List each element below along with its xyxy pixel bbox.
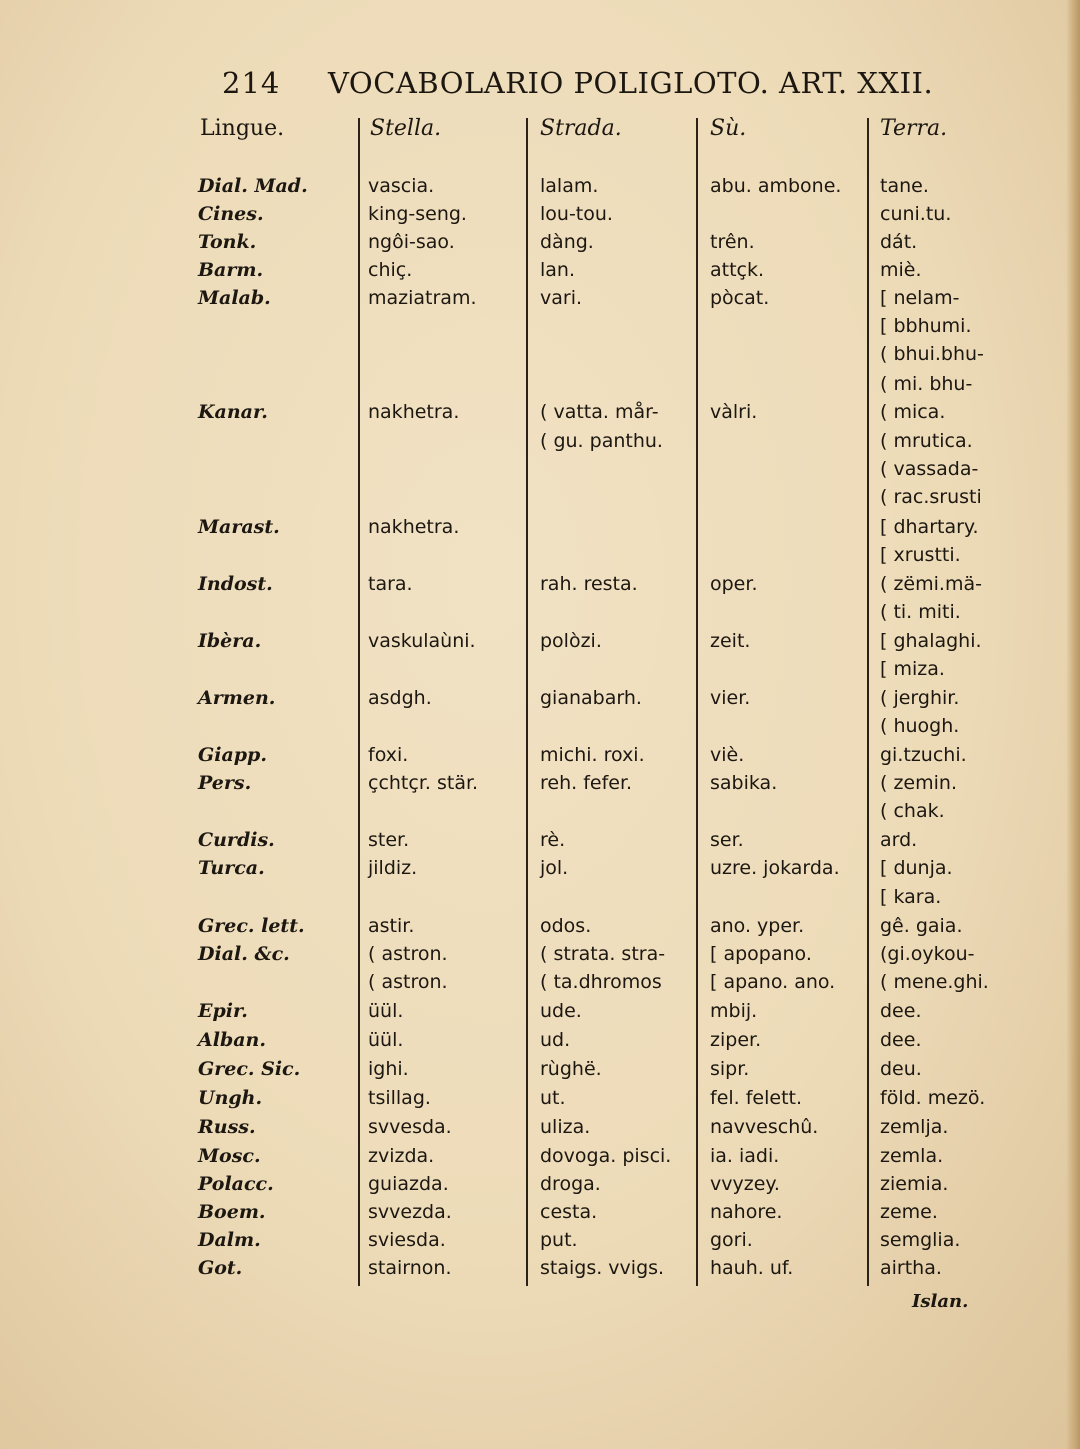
stella-cell: maziatram. xyxy=(368,287,477,309)
su-cell: pòcat. xyxy=(710,287,770,309)
language-name: Alban. xyxy=(198,1029,266,1051)
stella-cell: ngôi-sao. xyxy=(368,231,455,253)
stella-cell: svvesda. xyxy=(368,1116,452,1138)
strada-cell: reh. fefer. xyxy=(540,772,633,794)
su-cell: [ apano. ano. xyxy=(710,971,836,993)
language-name: Polacc. xyxy=(198,1173,274,1195)
terra-cell: ( jerghir. xyxy=(880,687,960,709)
column-rule xyxy=(358,118,360,1286)
terra-cell: ( mrutica. xyxy=(880,430,973,452)
language-name: Tonk. xyxy=(198,231,257,253)
strada-cell: droga. xyxy=(540,1173,601,1195)
stella-cell: vaskulaùni. xyxy=(368,630,476,652)
terra-cell: ( zëmi.mä- xyxy=(880,573,982,595)
stella-cell: nakhetra. xyxy=(368,401,460,423)
su-cell: trên. xyxy=(710,231,755,253)
terra-cell: semglia. xyxy=(880,1229,961,1251)
stella-cell: üül. xyxy=(368,1029,404,1051)
stella-cell: foxi. xyxy=(368,744,409,766)
language-name: Armen. xyxy=(198,687,276,709)
stella-cell: chiç. xyxy=(368,259,413,281)
terra-cell: ( mi. bhu- xyxy=(880,373,973,395)
terra-cell: ziemia. xyxy=(880,1173,949,1195)
stella-cell: tsillag. xyxy=(368,1087,431,1109)
su-cell: ia. iadi. xyxy=(710,1145,780,1167)
su-cell: vàlri. xyxy=(710,401,758,423)
language-name: Ibèra. xyxy=(198,630,262,652)
language-name: Russ. xyxy=(198,1116,256,1138)
su-cell: navveschû. xyxy=(710,1116,819,1138)
language-name: Grec. Sic. xyxy=(198,1058,301,1080)
language-name: Cines. xyxy=(198,203,264,225)
su-cell: uzre. jokarda. xyxy=(710,857,840,879)
language-name: Grec. lett. xyxy=(198,915,305,937)
language-name: Malab. xyxy=(198,287,271,309)
strada-cell: staigs. vvigs. xyxy=(540,1257,665,1279)
terra-cell: ( ti. miti. xyxy=(880,601,961,623)
language-name: Mosc. xyxy=(198,1145,261,1167)
terra-cell: tane. xyxy=(880,175,929,197)
running-header xyxy=(0,66,1080,102)
stella-cell: guiazda. xyxy=(368,1173,449,1195)
strada-cell: ( strata. stra- xyxy=(540,943,666,965)
stella-cell: ( astron. xyxy=(368,943,448,965)
terra-cell: ( rac.srusti xyxy=(880,486,982,508)
terra-cell: [ kara. xyxy=(880,886,942,908)
strada-cell: polòzi. xyxy=(540,630,602,652)
stella-cell: jildiz. xyxy=(368,857,418,879)
terra-cell: ( huogh. xyxy=(880,715,960,737)
strada-cell: jol. xyxy=(540,857,569,879)
stella-cell: zvizda. xyxy=(368,1145,435,1167)
strada-cell: rùghë. xyxy=(540,1058,602,1080)
strada-cell: ude. xyxy=(540,1000,582,1022)
su-cell: zeit. xyxy=(710,630,751,652)
strada-cell: put. xyxy=(540,1229,578,1251)
terra-cell: ( vassada- xyxy=(880,458,979,480)
language-name: Pers. xyxy=(198,772,252,794)
su-cell: abu. ambone. xyxy=(710,175,842,197)
terra-cell: gi.tzuchi. xyxy=(880,744,967,766)
strada-cell: vari. xyxy=(540,287,583,309)
terra-cell: [ dunja. xyxy=(880,857,953,879)
su-cell: sipr. xyxy=(710,1058,750,1080)
language-name: Kanar. xyxy=(198,401,268,423)
stella-cell: ighi. xyxy=(368,1058,409,1080)
page-edge-shadow xyxy=(1066,0,1080,1449)
terra-cell: [ dhartary. xyxy=(880,516,979,538)
terra-cell: zemlja. xyxy=(880,1116,949,1138)
terra-cell: [ xrustti. xyxy=(880,544,961,566)
terra-cell: zeme. xyxy=(880,1201,938,1223)
terra-cell: [ ghalaghi. xyxy=(880,630,982,652)
page-number: 214 xyxy=(222,66,281,100)
su-cell: [ apopano. xyxy=(710,943,812,965)
stella-cell: ( astron. xyxy=(368,971,448,993)
stella-cell: asdgh. xyxy=(368,687,432,709)
strada-cell: lan. xyxy=(540,259,576,281)
stella-cell: ster. xyxy=(368,829,410,851)
terra-cell: dát. xyxy=(880,231,918,253)
language-name: Got. xyxy=(198,1257,243,1279)
terra-cell: ( bhui.bhu- xyxy=(880,343,984,365)
su-cell: oper. xyxy=(710,573,758,595)
terra-cell: gê. gaia. xyxy=(880,915,963,937)
catchword: Islan. xyxy=(912,1291,969,1312)
stella-cell: tara. xyxy=(368,573,413,595)
stella-cell: vascia. xyxy=(368,175,435,197)
terra-cell: miè. xyxy=(880,259,922,281)
terra-cell: ( mene.ghi. xyxy=(880,971,989,993)
stella-cell: svvezda. xyxy=(368,1201,452,1223)
su-cell: ser. xyxy=(710,829,744,851)
strada-cell: lalam. xyxy=(540,175,599,197)
language-name: Dial. &c. xyxy=(198,943,290,965)
strada-cell: cesta. xyxy=(540,1201,598,1223)
column-header-stella: Stella. xyxy=(370,116,442,141)
strada-cell: michi. roxi. xyxy=(540,744,645,766)
strada-cell: dovoga. pisci. xyxy=(540,1145,672,1167)
stella-cell: nakhetra. xyxy=(368,516,460,538)
column-rule xyxy=(867,118,869,1286)
language-name: Giapp. xyxy=(198,744,267,766)
strada-cell: gianabarh. xyxy=(540,687,642,709)
terra-cell: (gi.oykou- xyxy=(880,943,975,965)
terra-cell: [ bbhumi. xyxy=(880,315,972,337)
column-header-terra: Terra. xyxy=(880,116,948,141)
column-rule xyxy=(526,118,528,1286)
terra-cell: dee. xyxy=(880,1029,922,1051)
terra-cell: cuni.tu. xyxy=(880,203,952,225)
su-cell: sabika. xyxy=(710,772,778,794)
strada-cell: rè. xyxy=(540,829,566,851)
su-cell: fel. felett. xyxy=(710,1087,803,1109)
strada-cell: rah. resta. xyxy=(540,573,638,595)
su-cell: attçk. xyxy=(710,259,765,281)
terra-cell: airtha. xyxy=(880,1257,942,1279)
language-name: Curdis. xyxy=(198,829,275,851)
su-cell: ziper. xyxy=(710,1029,762,1051)
terra-cell: [ nelam- xyxy=(880,287,960,309)
su-cell: ano. yper. xyxy=(710,915,805,937)
running-title: VOCABOLARIO POLIGLOTO. ART. XXII. xyxy=(328,66,934,100)
language-name: Indost. xyxy=(198,573,273,595)
terra-cell: zemla. xyxy=(880,1145,944,1167)
strada-cell: ( gu. panthu. xyxy=(540,430,663,452)
strada-cell: ut. xyxy=(540,1087,566,1109)
language-name: Dalm. xyxy=(198,1229,261,1251)
terra-cell: dee. xyxy=(880,1000,922,1022)
su-cell: viè. xyxy=(710,744,745,766)
terra-cell: [ miza. xyxy=(880,658,945,680)
su-cell: vier. xyxy=(710,687,751,709)
strada-cell: ( ta.dhromos xyxy=(540,971,662,993)
terra-cell: föld. mezö. xyxy=(880,1087,986,1109)
column-header-lingue: Lingue. xyxy=(200,116,285,141)
su-cell: mbij. xyxy=(710,1000,758,1022)
terra-cell: ( mica. xyxy=(880,401,946,423)
stella-cell: stairnon. xyxy=(368,1257,452,1279)
strada-cell: ud. xyxy=(540,1029,571,1051)
strada-cell: dàng. xyxy=(540,231,594,253)
terra-cell: ( chak. xyxy=(880,800,945,822)
stella-cell: sviesda. xyxy=(368,1229,446,1251)
language-name: Ungh. xyxy=(198,1087,263,1109)
terra-cell: ard. xyxy=(880,829,918,851)
su-cell: vvyzey. xyxy=(710,1173,780,1195)
column-header-su: Sù. xyxy=(710,116,747,141)
language-name: Turca. xyxy=(198,857,265,879)
language-name: Epir. xyxy=(198,1000,248,1022)
column-header-strada: Strada. xyxy=(540,116,622,141)
language-name: Dial. Mad. xyxy=(198,175,308,197)
column-rule xyxy=(696,118,698,1286)
language-name: Marast. xyxy=(198,516,280,538)
terra-cell: ( zemin. xyxy=(880,772,957,794)
strada-cell: uliza. xyxy=(540,1116,591,1138)
stella-cell: üül. xyxy=(368,1000,404,1022)
stella-cell: çchtçr. stär. xyxy=(368,772,479,794)
strada-cell: lou-tou. xyxy=(540,203,613,225)
language-name: Barm. xyxy=(198,259,264,281)
su-cell: gori. xyxy=(710,1229,753,1251)
strada-cell: ( vatta. mår- xyxy=(540,401,659,423)
terra-cell: deu. xyxy=(880,1058,922,1080)
su-cell: nahore. xyxy=(710,1201,783,1223)
su-cell: hauh. uf. xyxy=(710,1257,794,1279)
language-name: Boem. xyxy=(198,1201,266,1223)
stella-cell: astir. xyxy=(368,915,415,937)
stella-cell: king-seng. xyxy=(368,203,467,225)
strada-cell: odos. xyxy=(540,915,592,937)
